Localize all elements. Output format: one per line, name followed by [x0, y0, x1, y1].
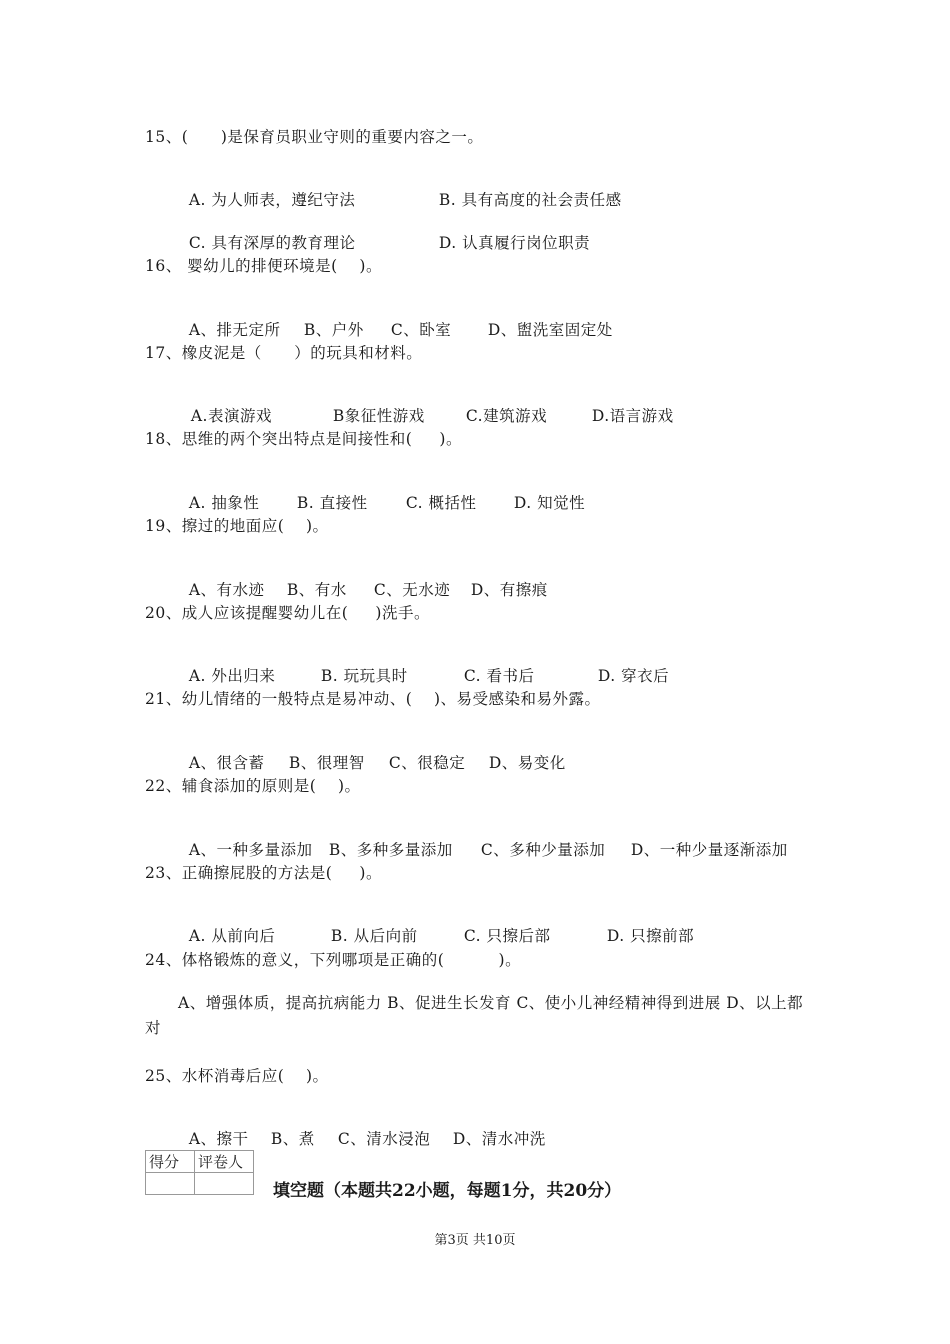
option-d: D、易变化 — [488, 754, 566, 772]
question-22-stem: 22、辅食添加的原则是( )。 — [145, 777, 361, 795]
option-a: A. 外出归来 — [188, 667, 276, 685]
option-a: A. 从前向后 — [188, 927, 276, 945]
option-c: C. 只擦后部 — [463, 927, 551, 945]
option-d: D、一种少量逐渐添加 — [630, 841, 788, 859]
question-15-stem: 15、( )是保育员职业守则的重要内容之一。 — [145, 128, 484, 146]
question-23-options — [178, 906, 694, 946]
option-b: B、户外 — [303, 321, 364, 339]
option-d: D.语言游戏 — [591, 407, 674, 425]
grader-header: 评卷人 — [195, 1151, 254, 1173]
question-15-options-row-1 — [178, 170, 622, 210]
question-17-stem: 17、橡皮泥是（ ）的玩具和材料。 — [145, 344, 423, 362]
score-header: 得分 — [146, 1151, 195, 1173]
option-b: B、多种多量添加 — [328, 841, 453, 859]
option-d: D. 穿衣后 — [597, 667, 670, 685]
option-c: C、多种少量添加 — [480, 841, 606, 859]
question-15-options-row-2 — [178, 213, 590, 253]
question-25-options — [178, 1109, 546, 1149]
option-b: B、很理智 — [288, 754, 365, 772]
question-18-stem: 18、思维的两个突出特点是间接性和( )。 — [145, 430, 462, 448]
score-cell[interactable] — [146, 1173, 195, 1195]
option-c: C、清水浸泡 — [337, 1130, 431, 1148]
option-b: B象征性游戏 — [332, 407, 425, 425]
option-b: B. 直接性 — [296, 494, 368, 512]
option-d: D、盥洗室固定处 — [487, 321, 613, 339]
option-d: D、有擦痕 — [470, 581, 548, 599]
question-16-stem: 16、 婴幼儿的排便环境是( )。 — [145, 257, 382, 275]
option-c: C.建筑游戏 — [465, 407, 548, 425]
option-c: C、很稳定 — [388, 754, 466, 772]
option-b: B. 具有高度的社会责任感 — [438, 191, 622, 209]
question-19-stem: 19、擦过的地面应( )。 — [145, 517, 329, 535]
question-20-stem: 20、成人应该提醒婴幼儿在( )洗手。 — [145, 604, 430, 622]
option-d: D、清水冲洗 — [452, 1130, 546, 1148]
question-24-options: A、增强体质，提高抗病能力 B、促进生长发育 C、使小儿神经精神得到进展 D、以上都对 — [145, 994, 804, 1037]
option-a: A.表演游戏 — [190, 407, 272, 425]
option-d: D. 只擦前部 — [606, 927, 695, 945]
option-b: B. 从后向前 — [330, 927, 418, 945]
option-a: A. 抽象性 — [188, 494, 260, 512]
option-a: A、一种多量添加 — [188, 841, 313, 859]
question-21-options — [178, 733, 566, 773]
score-table-input-row — [146, 1173, 254, 1195]
option-c: C. 看书后 — [463, 667, 535, 685]
option-b: B、煮 — [270, 1130, 315, 1148]
option-a: A、擦干 — [188, 1130, 249, 1148]
option-a: A、很含蓄 — [188, 754, 265, 772]
option-b: B. 玩玩具时 — [320, 667, 408, 685]
question-17-options — [180, 386, 674, 426]
option-a: A、排无定所 — [188, 321, 281, 339]
question-19-options — [178, 560, 548, 600]
question-16-options — [178, 300, 613, 340]
option-d: D. 认真履行岗位职责 — [438, 234, 591, 252]
question-20-options — [178, 646, 669, 686]
question-18-options — [178, 473, 585, 513]
grader-cell[interactable] — [195, 1173, 254, 1195]
page-footer: 第3页 共10页 — [434, 1233, 516, 1248]
question-25-stem: 25、水杯消毒后应( )。 — [145, 1067, 329, 1085]
question-24-stem: 24、体格锻炼的意义，下列哪项是正确的( )。 — [145, 951, 522, 969]
option-c: C. 具有深厚的教育理论 — [188, 234, 356, 252]
score-table — [145, 1150, 254, 1195]
option-a: A、有水迹 — [188, 581, 265, 599]
option-c: C、无水迹 — [373, 581, 451, 599]
section-title: 填空题（本题共22小题，每题1分，共20分） — [273, 1181, 622, 1201]
question-22-options — [178, 820, 788, 860]
option-b: B、有水 — [286, 581, 347, 599]
question-23-stem: 23、正确擦屁股的方法是( )。 — [145, 864, 382, 882]
option-a: A. 为人师表，遵纪守法 — [188, 191, 356, 209]
option-d: D. 知觉性 — [513, 494, 586, 512]
question-21-stem: 21、幼儿情绪的一般特点是易冲动、( )、易受感染和易外露。 — [145, 690, 601, 708]
option-c: C. 概括性 — [405, 494, 477, 512]
option-c: C、卧室 — [390, 321, 452, 339]
score-table-header-row — [146, 1151, 254, 1173]
